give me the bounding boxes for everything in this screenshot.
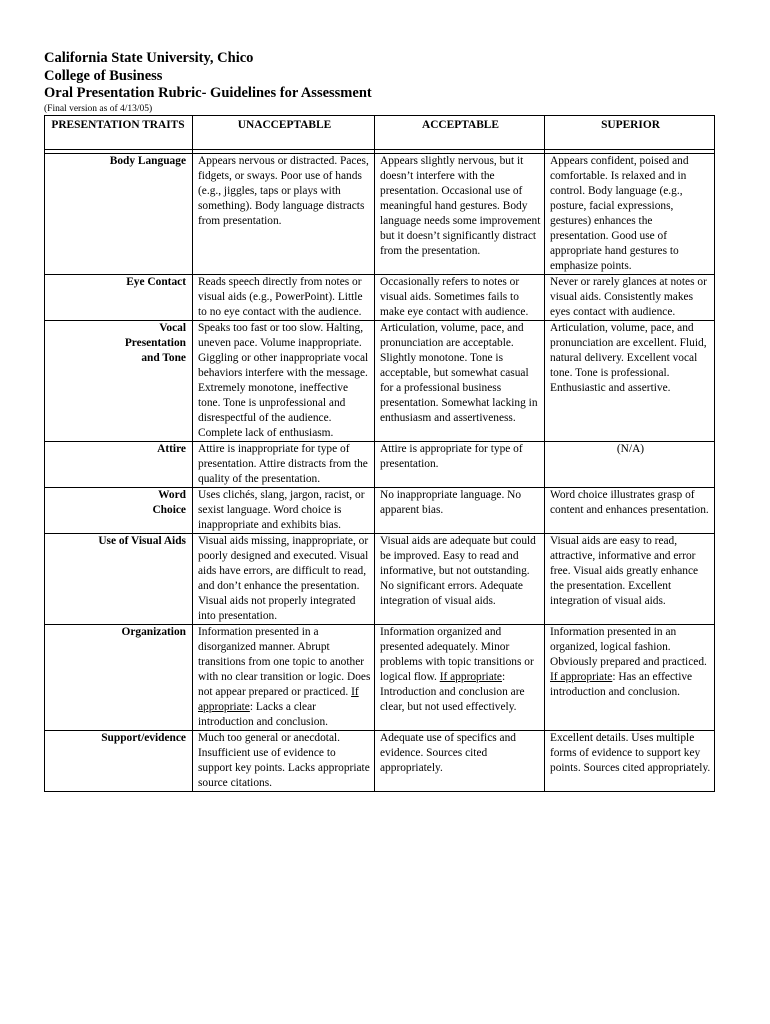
rubric-page [44, 50, 714, 792]
cell-acceptable [375, 624, 545, 730]
cell-superior: Excellent details. Uses multiple forms of evidence to support key points. Sources cited appropriately. [545, 730, 715, 791]
cell-acceptable: Articulation, volume, pace, and pronunciation are acceptable. Slightly monotone. Tone is acceptable, but somewhat casual for a professional business presentation. Somewhat lacking in enthusiasm and assertiveness. [375, 320, 545, 441]
cell-acceptable: Visual aids are adequate but could be improved. Easy to read and informative, but not outstanding. No significant errors. Adequate integration of visual aids. [375, 533, 545, 624]
trait-support-evidence: Support/evidence [45, 730, 193, 791]
cell-superior: Appears confident, poised and comfortable. Is relaxed and in control. Body language (e.g., posture, facial expressions, gestures) enhances the presentation. Good use of appropriate hand gestures to emphasize points. [545, 153, 715, 274]
trait-word-choice: Word Choice [45, 487, 193, 533]
cell-text: Information presented in a disorganized manner. Abrupt transitions from one topic to another with no clear transition or logic. Does not appear prepared or practiced. [198, 625, 371, 698]
if-appropriate-text: If appropriate [439, 670, 502, 683]
cell-text: : Lacks a clear introduction and conclusion. [198, 700, 329, 728]
cell-superior: Never or rarely glances at notes or visual aids. Consistently makes eyes contact with audience. [545, 274, 715, 320]
table-row [45, 730, 715, 791]
table-row [45, 320, 715, 441]
trait-attire: Attire [45, 441, 193, 487]
rubric-table [44, 115, 715, 792]
cell-unacceptable [193, 624, 375, 730]
table-row [45, 153, 715, 274]
trait-body-language: Body Language [45, 153, 193, 274]
cell-superior [545, 624, 715, 730]
cell-unacceptable: Attire is inappropriate for type of presentation. Attire distracts from the quality of the presentation. [193, 441, 375, 487]
cell-superior: Visual aids are easy to read, attractive, informative and error free. Visual aids greatly enhance the presentation. Excellent integration of visual aids. [545, 533, 715, 624]
column-header-superior: SUPERIOR [545, 115, 715, 149]
cell-superior: Articulation, volume, pace, and pronunciation are excellent. Fluid, natural delivery. Excellent vocal tone. Tone is professional. Enthusiastic and assertive. [545, 320, 715, 441]
column-header-unacceptable: UNACCEPTABLE [193, 115, 375, 149]
trait-organization: Organization [45, 624, 193, 730]
if-appropriate-text: If appropriate [550, 670, 613, 683]
trait-vocal-presentation: Vocal Presentation and Tone [45, 320, 193, 441]
cell-unacceptable: Speaks too fast or too slow. Halting, uneven pace. Volume inappropriate. Giggling or other inappropriate vocal behaviors interfere with the message. Extremely monotone, ineffective tone. Tone is unprofessional and disrespectful of the audience. Complete lack of enthusiasm. [193, 320, 375, 441]
cell-text: : Has an effective introduction and conclusion. [550, 670, 693, 698]
cell-acceptable: Occasionally refers to notes or visual aids. Sometimes fails to make eye contact with audience. [375, 274, 545, 320]
table-row [45, 624, 715, 730]
table-header-row [45, 115, 715, 149]
college-name: College of Business [44, 67, 163, 84]
cell-unacceptable: Appears nervous or distracted. Paces, fidgets, or sways. Poor use of hands (e.g., jiggles, taps or plays with something). Body language distracts from presentation. [193, 153, 375, 274]
table-row [45, 533, 715, 624]
trait-visual-aids: Use of Visual Aids [45, 533, 193, 624]
cell-unacceptable: Much too general or anecdotal. Insufficient use of evidence to support key points. Lacks appropriate source citations. [193, 730, 375, 791]
cell-acceptable: Attire is appropriate for type of presentation. [375, 441, 545, 487]
university-name: California State University, Chico [44, 50, 254, 66]
cell-text: Information organized and presented adequately. Minor problems with topic transitions or logical flow. [380, 625, 534, 683]
cell-acceptable: Adequate use of specifics and evidence. Sources cited appropriately. [375, 730, 545, 791]
column-header-acceptable: ACCEPTABLE [375, 115, 545, 149]
cell-text: : Introduction and conclusion are clear, but not used effectively. [380, 670, 525, 713]
cell-superior: (N/A) [545, 441, 715, 487]
cell-acceptable: Appears slightly nervous, but it doesn’t interfere with the presentation. Occasional use of meaningful hand gestures. Body language needs some improvement but it doesn’t significantly distract from the presentation. [375, 153, 545, 274]
version-note: (Final version as of 4/13/05) [44, 103, 153, 114]
trait-eye-contact: Eye Contact [45, 274, 193, 320]
cell-unacceptable: Visual aids missing, inappropriate, or poorly designed and executed. Visual aids have errors, are difficult to read, and don’t enhance the presentation. Visual aids not properly integrated into presentation. [193, 533, 375, 624]
cell-unacceptable: Uses clichés, slang, jargon, racist, or sexist language. Word choice is inappropriate and exhibits bias. [193, 487, 375, 533]
document-title: Oral Presentation Rubric- Guidelines for Assessment [44, 85, 372, 101]
table-row [45, 441, 715, 487]
cell-unacceptable: Reads speech directly from notes or visual aids (e.g., PowerPoint). Little to no eye contact with the audience. [193, 274, 375, 320]
table-row [45, 274, 715, 320]
cell-superior: Word choice illustrates grasp of content and enhances presentation. [545, 487, 715, 533]
cell-text: Information presented in an organized, logical fashion. Obviously prepared and practiced. [550, 625, 707, 668]
table-row [45, 487, 715, 533]
cell-acceptable: No inappropriate language. No apparent bias. [375, 487, 545, 533]
column-header-traits: PRESENTATION TRAITS [45, 115, 193, 149]
if-appropriate-text: If appropriate [198, 685, 359, 713]
